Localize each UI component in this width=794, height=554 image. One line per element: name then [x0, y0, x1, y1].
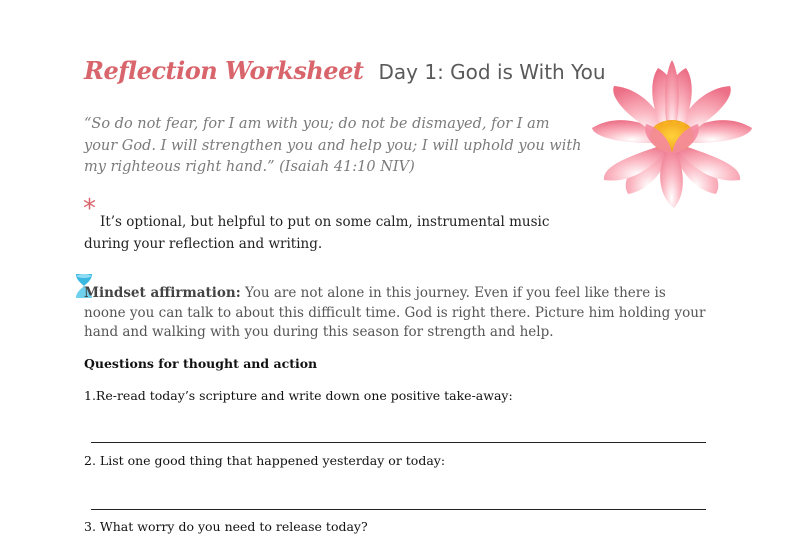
affirmation-label: Mindset affirmation:: [84, 285, 241, 301]
answer-line-1[interactable]: [91, 442, 706, 443]
asterisk-icon: *: [83, 194, 96, 224]
worksheet-title: Reflection Worksheet: [84, 56, 364, 85]
scripture-quote: “So do not fear, for I am with you; do not be dismayed, for I am your God. I will strengthen you and help you; I will uphold you with my righteous right hand.” (Isaiah 41:10 NIV): [84, 116, 582, 175]
music-tip: It’s optional, but helpful to put on some calm, instrumental music during your reflection and writing.: [84, 214, 550, 252]
title-row: [84, 56, 606, 85]
lotus-flower-image: [588, 56, 756, 212]
mindset-affirmation: [84, 284, 709, 343]
answer-line-2[interactable]: [91, 509, 706, 510]
questions-heading: Questions for thought and action: [84, 356, 318, 371]
question-2: 2. List one good thing that happened yesterday or today:: [84, 453, 446, 468]
day-subtitle: Day 1: God is With You: [378, 60, 606, 84]
affirmation-text: You are not alone in this journey. Even if you feel like there is noone you can talk to about this difficult time. God is right there. Picture him holding your hand and walking with you during this season for strength and help.: [84, 285, 706, 340]
question-3: 3. What worry do you need to release today?: [84, 519, 368, 534]
question-1: 1.Re-read today’s scripture and write down one positive take-away:: [84, 388, 513, 403]
